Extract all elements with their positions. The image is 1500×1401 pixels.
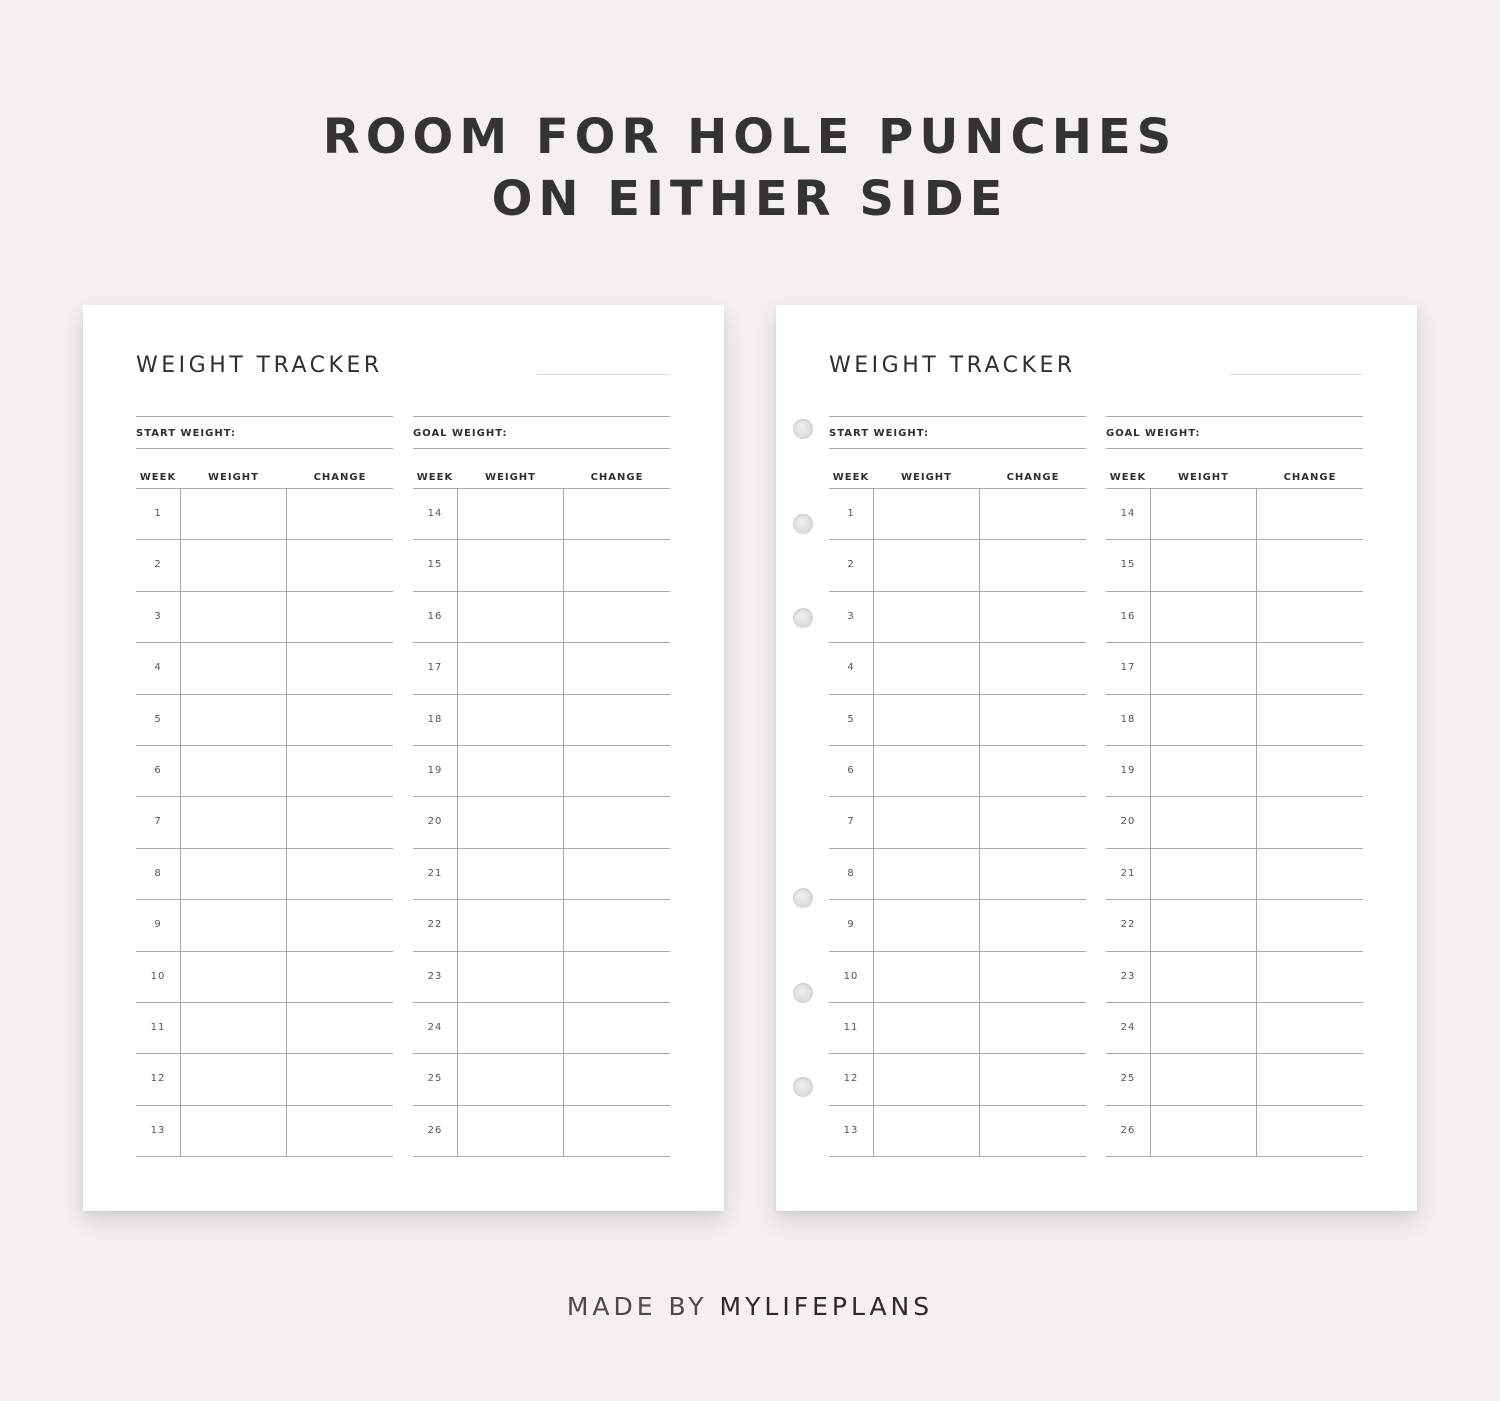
weight-cell[interactable]	[180, 746, 287, 796]
weight-cell[interactable]	[1150, 849, 1257, 899]
week-number: 5	[847, 713, 855, 725]
week-number: 5	[154, 713, 162, 725]
weight-cell[interactable]	[457, 489, 564, 539]
table-row	[413, 1003, 670, 1054]
table-row	[1106, 592, 1363, 643]
headline-line-1: ROOM FOR HOLE PUNCHES	[322, 109, 1178, 165]
weight-cell[interactable]	[457, 643, 564, 693]
week-number: 24	[1120, 1021, 1136, 1033]
week-number: 6	[847, 764, 855, 776]
weight-cell[interactable]	[1150, 797, 1257, 847]
table-row	[413, 849, 670, 900]
goal-weight-field[interactable]	[413, 416, 670, 449]
hole-punch	[793, 983, 813, 1003]
weight-cell[interactable]	[180, 540, 287, 590]
footer-brand: MYLIFEPLANS	[719, 1292, 934, 1321]
weight-cell[interactable]	[873, 849, 980, 899]
change-cell[interactable]	[563, 797, 671, 847]
table-row	[829, 797, 1086, 848]
change-cell[interactable]	[979, 1054, 1087, 1104]
week-number: 12	[843, 1073, 859, 1085]
start-weight-field[interactable]	[829, 416, 1086, 449]
week-number: 23	[1120, 970, 1136, 982]
change-cell[interactable]	[286, 1054, 394, 1104]
week-number: 20	[1120, 816, 1136, 828]
table-row	[136, 849, 393, 900]
week-number: 2	[154, 559, 162, 571]
table-row	[829, 643, 1086, 694]
table-row	[413, 797, 670, 848]
planner-page-left	[83, 305, 724, 1211]
table-row	[136, 592, 393, 643]
week-number: 11	[843, 1021, 859, 1033]
week-number: 14	[427, 508, 443, 519]
weight-cell[interactable]	[457, 592, 564, 642]
week-number: 24	[427, 1021, 443, 1033]
table-row	[1106, 489, 1363, 540]
goal-weight-label: GOAL WEIGHT:	[413, 428, 508, 439]
change-cell[interactable]	[1256, 592, 1364, 642]
weight-cell[interactable]	[180, 797, 287, 847]
week-number: 10	[843, 970, 859, 982]
hole-punch	[793, 419, 813, 439]
change-cell[interactable]	[979, 746, 1087, 796]
week-number: 13	[150, 1124, 166, 1136]
table-row	[413, 900, 670, 951]
table-row	[413, 695, 670, 746]
week-number: 8	[154, 867, 162, 879]
column-headers	[1106, 449, 1363, 489]
weight-cell[interactable]	[873, 1106, 980, 1156]
weight-cell[interactable]	[873, 952, 980, 1002]
column-headers	[413, 449, 670, 489]
change-cell[interactable]	[563, 952, 671, 1002]
column-header-weight: WEIGHT	[208, 472, 259, 483]
table-rows	[136, 489, 393, 1157]
page-title: WEIGHT TRACKER	[829, 353, 1076, 378]
table-row	[413, 540, 670, 591]
change-cell[interactable]	[979, 695, 1087, 745]
table-row	[1106, 746, 1363, 797]
change-cell[interactable]	[286, 489, 394, 539]
week-number: 25	[427, 1073, 443, 1085]
week-number: 14	[1120, 508, 1136, 519]
week-number: 26	[427, 1124, 443, 1136]
weight-cell[interactable]	[457, 1106, 564, 1156]
date-line	[537, 374, 670, 375]
weight-cell[interactable]	[873, 489, 980, 539]
change-cell[interactable]	[286, 797, 394, 847]
week-number: 18	[1120, 713, 1136, 725]
week-number: 4	[847, 662, 855, 674]
weight-cell[interactable]	[457, 849, 564, 899]
table-row	[136, 1003, 393, 1054]
page-title: WEIGHT TRACKER	[136, 353, 383, 378]
week-number: 20	[427, 816, 443, 828]
change-cell[interactable]	[563, 849, 671, 899]
start-weight-label: START WEIGHT:	[136, 428, 236, 439]
weight-cell[interactable]	[1150, 643, 1257, 693]
table-row	[413, 746, 670, 797]
change-cell[interactable]	[1256, 797, 1364, 847]
weight-cell[interactable]	[457, 900, 564, 950]
weight-cell[interactable]	[457, 797, 564, 847]
change-cell[interactable]	[563, 746, 671, 796]
weight-cell[interactable]	[873, 643, 980, 693]
week-number: 9	[847, 919, 855, 931]
change-cell[interactable]	[286, 592, 394, 642]
change-cell[interactable]	[1256, 952, 1364, 1002]
table-row	[829, 900, 1086, 951]
weight-cell[interactable]	[457, 1003, 564, 1053]
change-cell[interactable]	[1256, 1003, 1364, 1053]
weight-cell[interactable]	[873, 1054, 980, 1104]
week-number: 8	[847, 867, 855, 879]
week-number: 11	[150, 1021, 166, 1033]
column-header-change: CHANGE	[313, 472, 367, 483]
change-cell[interactable]	[286, 695, 394, 745]
weight-cell[interactable]	[457, 1054, 564, 1104]
change-cell[interactable]	[1256, 643, 1364, 693]
headline-line-2: ON EITHER SIDE	[491, 171, 1009, 227]
weight-cell[interactable]	[180, 489, 287, 539]
table-weeks-1-13	[136, 416, 393, 1157]
change-cell[interactable]	[979, 849, 1087, 899]
week-number: 21	[1120, 867, 1136, 879]
table-row	[136, 489, 393, 540]
table-row	[1106, 797, 1363, 848]
week-number: 1	[847, 508, 855, 519]
column-header-week: WEEK	[832, 472, 870, 483]
change-cell[interactable]	[979, 489, 1087, 539]
table-row	[829, 1054, 1086, 1105]
table-row	[1106, 1054, 1363, 1105]
table-row	[1106, 540, 1363, 591]
column-header-change: CHANGE	[1006, 472, 1060, 483]
weight-cell[interactable]	[1150, 1054, 1257, 1104]
column-header-week: WEEK	[416, 472, 454, 483]
week-number: 3	[154, 610, 162, 622]
table-row	[829, 592, 1086, 643]
change-cell[interactable]	[1256, 1054, 1364, 1104]
change-cell[interactable]	[563, 592, 671, 642]
change-cell[interactable]	[979, 540, 1087, 590]
change-cell[interactable]	[1256, 489, 1364, 539]
change-cell[interactable]	[563, 695, 671, 745]
table-row	[1106, 643, 1363, 694]
table-row	[413, 489, 670, 540]
start-weight-field[interactable]	[136, 416, 393, 449]
table-row	[1106, 1106, 1363, 1157]
column-header-week: WEEK	[1109, 472, 1147, 483]
change-cell[interactable]	[286, 540, 394, 590]
table-row	[413, 1106, 670, 1157]
change-cell[interactable]	[979, 592, 1087, 642]
change-cell[interactable]	[979, 952, 1087, 1002]
column-headers	[829, 449, 1086, 489]
footer-made-by: MADE BY	[566, 1292, 708, 1321]
weight-cell[interactable]	[180, 592, 287, 642]
table-row	[829, 952, 1086, 1003]
week-number: 9	[154, 919, 162, 931]
table-weeks-14-26	[413, 416, 670, 1157]
change-cell[interactable]	[1256, 746, 1364, 796]
week-number: 1	[154, 508, 162, 519]
table-row	[1106, 695, 1363, 746]
table-row	[413, 952, 670, 1003]
change-cell[interactable]	[979, 900, 1087, 950]
column-header-weight: WEIGHT	[1178, 472, 1229, 483]
week-number: 17	[1120, 662, 1136, 674]
weight-cell[interactable]	[1150, 952, 1257, 1002]
weight-cell[interactable]	[1150, 1003, 1257, 1053]
weight-cell[interactable]	[180, 1106, 287, 1156]
table-row	[413, 592, 670, 643]
table-row	[136, 1106, 393, 1157]
column-header-change: CHANGE	[1283, 472, 1337, 483]
weight-cell[interactable]	[1150, 540, 1257, 590]
weight-cell[interactable]	[180, 695, 287, 745]
weight-cell[interactable]	[1150, 900, 1257, 950]
table-rows	[1106, 489, 1363, 1157]
table-rows	[829, 489, 1086, 1157]
weight-cell[interactable]	[457, 952, 564, 1002]
weight-cell[interactable]	[873, 797, 980, 847]
change-cell[interactable]	[1256, 695, 1364, 745]
column-headers	[136, 449, 393, 489]
week-number: 10	[150, 970, 166, 982]
week-number: 19	[1120, 764, 1136, 776]
table-row	[1106, 952, 1363, 1003]
change-cell[interactable]	[563, 643, 671, 693]
table-rows	[413, 489, 670, 1157]
weight-cell[interactable]	[180, 952, 287, 1002]
table-row	[829, 489, 1086, 540]
change-cell[interactable]	[286, 849, 394, 899]
footer-credit	[0, 1292, 1500, 1321]
hole-punch	[793, 514, 813, 534]
week-number: 17	[427, 662, 443, 674]
weight-cell[interactable]	[1150, 592, 1257, 642]
table-row	[1106, 900, 1363, 951]
weight-cell[interactable]	[873, 540, 980, 590]
table-row	[829, 849, 1086, 900]
change-cell[interactable]	[979, 1106, 1087, 1156]
weight-cell[interactable]	[180, 900, 287, 950]
week-number: 23	[427, 970, 443, 982]
change-cell[interactable]	[1256, 1106, 1364, 1156]
table-weeks-14-26	[1106, 416, 1363, 1157]
change-cell[interactable]	[563, 1003, 671, 1053]
table-row	[829, 540, 1086, 591]
table-row	[136, 952, 393, 1003]
goal-weight-field[interactable]	[1106, 416, 1363, 449]
table-row	[136, 900, 393, 951]
week-number: 15	[427, 559, 443, 571]
week-number: 6	[154, 764, 162, 776]
change-cell[interactable]	[1256, 540, 1364, 590]
week-number: 2	[847, 559, 855, 571]
table-row	[136, 1054, 393, 1105]
change-cell[interactable]	[563, 900, 671, 950]
week-number: 7	[847, 816, 855, 828]
change-cell[interactable]	[1256, 849, 1364, 899]
week-number: 16	[427, 610, 443, 622]
weight-cell[interactable]	[1150, 746, 1257, 796]
weight-cell[interactable]	[457, 746, 564, 796]
column-header-weight: WEIGHT	[901, 472, 952, 483]
week-number: 16	[1120, 610, 1136, 622]
table-row	[829, 1106, 1086, 1157]
weight-cell[interactable]	[1150, 695, 1257, 745]
start-weight-label: START WEIGHT:	[829, 428, 929, 439]
weight-cell[interactable]	[1150, 489, 1257, 539]
change-cell[interactable]	[563, 1054, 671, 1104]
week-number: 22	[427, 919, 443, 931]
week-number: 19	[427, 764, 443, 776]
change-cell[interactable]	[286, 746, 394, 796]
table-row	[136, 746, 393, 797]
column-header-weight: WEIGHT	[485, 472, 536, 483]
week-number: 22	[1120, 919, 1136, 931]
week-number: 18	[427, 713, 443, 725]
weight-cell[interactable]	[873, 1003, 980, 1053]
headline	[0, 106, 1500, 230]
week-number: 7	[154, 816, 162, 828]
table-row	[413, 643, 670, 694]
hole-punch	[793, 1077, 813, 1097]
weight-cell[interactable]	[457, 540, 564, 590]
table-row	[136, 643, 393, 694]
week-number: 12	[150, 1073, 166, 1085]
table-row	[136, 797, 393, 848]
change-cell[interactable]	[563, 1106, 671, 1156]
change-cell[interactable]	[979, 1003, 1087, 1053]
week-number: 13	[843, 1124, 859, 1136]
weight-cell[interactable]	[180, 1003, 287, 1053]
table-weeks-1-13	[829, 416, 1086, 1157]
week-number: 26	[1120, 1124, 1136, 1136]
weight-cell[interactable]	[180, 1054, 287, 1104]
change-cell[interactable]	[286, 643, 394, 693]
weight-cell[interactable]	[873, 592, 980, 642]
week-number: 4	[154, 662, 162, 674]
weight-cell[interactable]	[180, 849, 287, 899]
week-number: 3	[847, 610, 855, 622]
change-cell[interactable]	[563, 540, 671, 590]
column-header-change: CHANGE	[590, 472, 644, 483]
weight-cell[interactable]	[873, 746, 980, 796]
weight-cell[interactable]	[180, 643, 287, 693]
change-cell[interactable]	[563, 489, 671, 539]
change-cell[interactable]	[979, 797, 1087, 847]
change-cell[interactable]	[286, 1003, 394, 1053]
table-row	[136, 695, 393, 746]
week-number: 25	[1120, 1073, 1136, 1085]
weight-cell[interactable]	[873, 695, 980, 745]
change-cell[interactable]	[1256, 900, 1364, 950]
table-row	[829, 746, 1086, 797]
date-line	[1230, 374, 1363, 375]
table-row	[1106, 849, 1363, 900]
hole-punch	[793, 888, 813, 908]
table-row	[829, 695, 1086, 746]
change-cell[interactable]	[979, 643, 1087, 693]
change-cell[interactable]	[286, 900, 394, 950]
week-number: 21	[427, 867, 443, 879]
table-row	[1106, 1003, 1363, 1054]
column-header-week: WEEK	[139, 472, 177, 483]
table-row	[413, 1054, 670, 1105]
change-cell[interactable]	[286, 1106, 394, 1156]
hole-punch	[793, 608, 813, 628]
change-cell[interactable]	[286, 952, 394, 1002]
weight-cell[interactable]	[1150, 1106, 1257, 1156]
table-row	[829, 1003, 1086, 1054]
planner-page-right	[776, 305, 1417, 1211]
weight-cell[interactable]	[457, 695, 564, 745]
week-number: 15	[1120, 559, 1136, 571]
table-row	[136, 540, 393, 591]
weight-cell[interactable]	[873, 900, 980, 950]
goal-weight-label: GOAL WEIGHT:	[1106, 428, 1201, 439]
